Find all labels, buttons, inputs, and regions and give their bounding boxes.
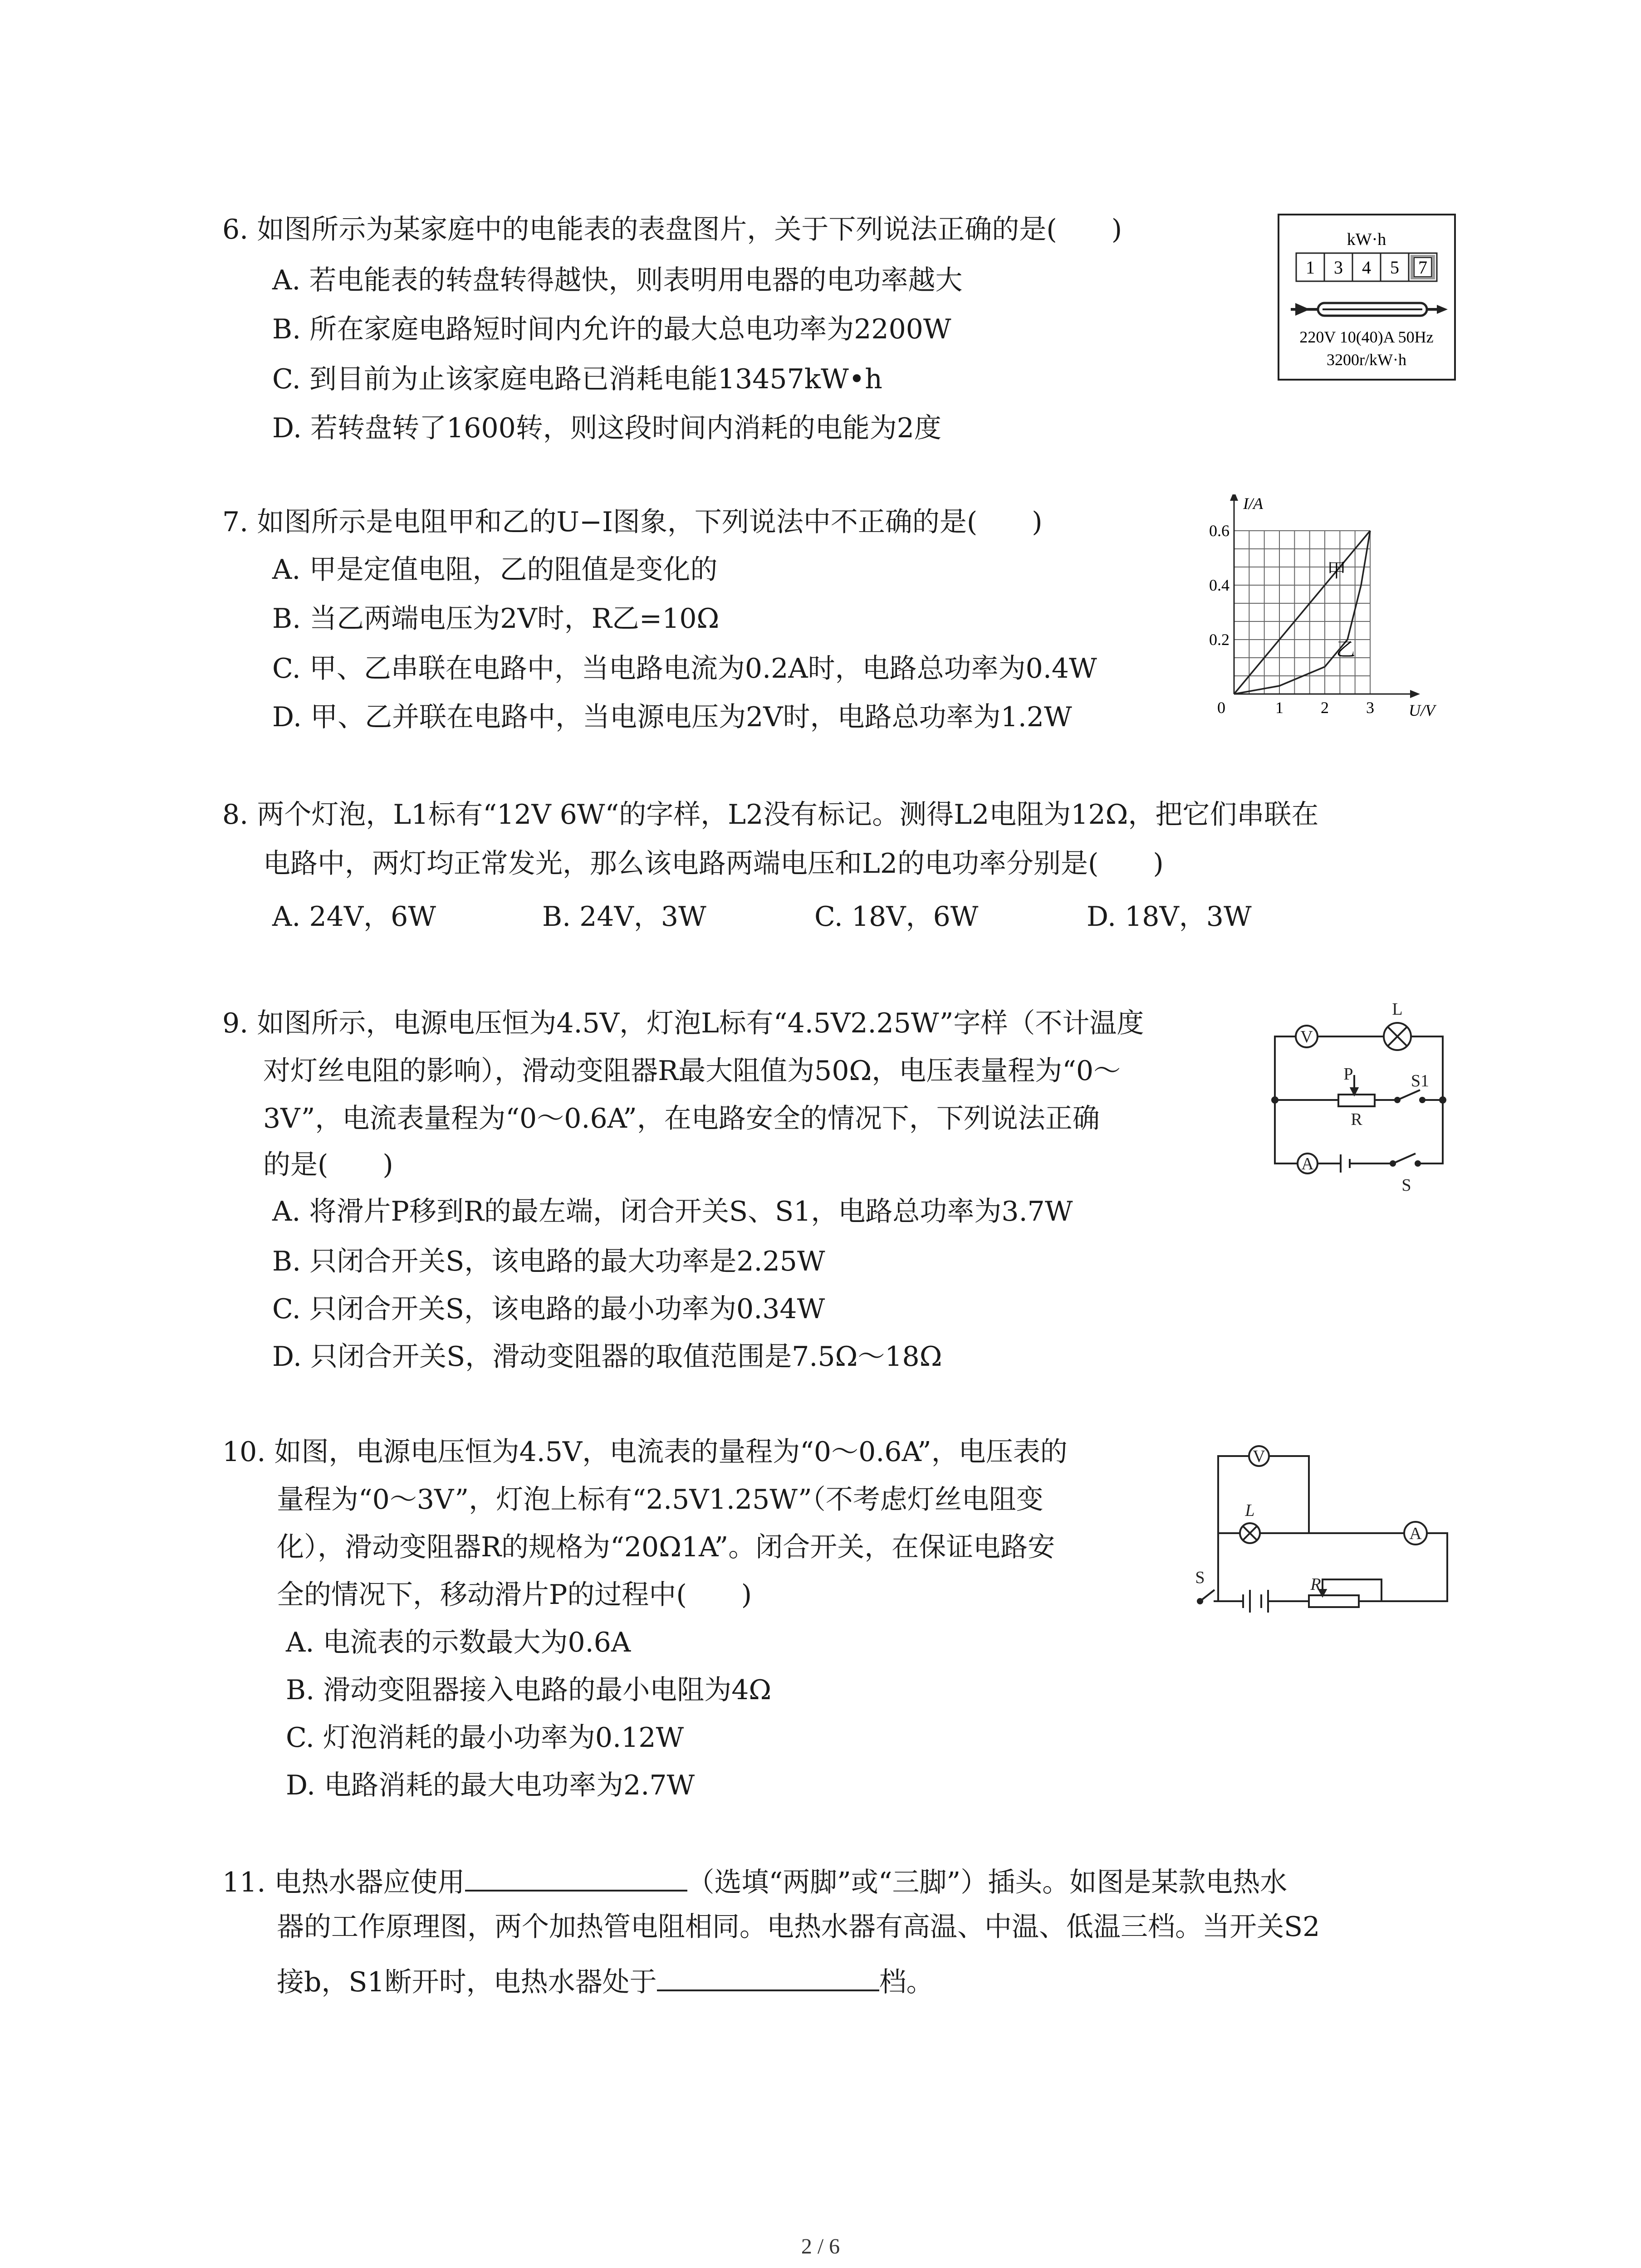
- ammeter-label: A: [1409, 1524, 1422, 1543]
- ammeter-label: A: [1301, 1154, 1314, 1173]
- q7-stem: 7. 如图所示是电阻甲和乙的U−I图象，下列说法中不正确的是( ): [222, 506, 1043, 538]
- q11-line-2: 器的工作原理图，两个加热管电阻相同。电热水器有高温、中温、低温三档。当开关S2: [277, 1911, 1320, 1943]
- q10-line-2: 量程为“0～3V”，灯泡上标有“2.5V1.25W”（不考虑灯丝电阻变: [277, 1484, 1043, 1515]
- q7-option-b: B. 当乙两端电压为2V时，R乙=10Ω: [272, 603, 720, 635]
- q10-line-1: 10. 如图，电源电压恒为4.5V，电流表的量程为“0～0.6A”，电压表的: [222, 1436, 1068, 1468]
- q9-circuit-diagram: [1261, 991, 1474, 1204]
- q9-option-a: A. 将滑片P移到R的最左端，闭合开关S、S1，电路总功率为3.7W: [272, 1196, 1073, 1227]
- q6-option-c: C. 到目前为止该家庭电路已消耗电能13457kW•h: [272, 363, 882, 395]
- q11-blank-2[interactable]: [657, 1963, 879, 1991]
- q10-option-d: D. 电路消耗的最大电功率为2.7W: [286, 1769, 695, 1801]
- q11-line-3-end: 档。: [879, 1966, 934, 1998]
- q6-option-a: A. 若电能表的转盘转得越快，则表明用电器的电功率越大: [272, 264, 963, 296]
- series-label-yi: 乙: [1336, 640, 1356, 660]
- q7-option-d: D. 甲、乙并联在电路中，当电源电压为2V时，电路总功率为1.2W: [272, 701, 1072, 733]
- series-line-jia: [1234, 531, 1370, 694]
- q9-line-3: 3V”，电流表量程为“0～0.6A”，在电路安全的情况下，下列说法正确: [263, 1103, 1100, 1134]
- q6-stem: 6. 如图所示为某家庭中的电能表的表盘图片，关于下列说法正确的是( ): [222, 214, 1122, 245]
- q10-circuit-diagram: [1186, 1420, 1468, 1624]
- q8-option-c: C. 18V，6W: [814, 901, 979, 933]
- y-axis-label: I/A: [1243, 494, 1263, 513]
- slider-label: P: [1343, 1065, 1353, 1084]
- q10-option-a: A. 电流表的示数最大为0.6A: [286, 1627, 631, 1658]
- u-i-chart: [1198, 494, 1461, 735]
- voltmeter-label: V: [1253, 1447, 1265, 1466]
- origin-label: 0: [1217, 699, 1225, 717]
- q11-blank-1[interactable]: [465, 1863, 687, 1892]
- meter-revolutions: 3200r/kW·h: [1327, 351, 1406, 369]
- y-tick-label: 0.6: [1209, 522, 1230, 540]
- q10-option-c: C. 灯泡消耗的最小功率为0.12W: [286, 1722, 684, 1754]
- page-number: 2 / 6: [801, 2234, 840, 2258]
- meter-digit: 1: [1306, 257, 1315, 278]
- voltmeter-label: V: [1300, 1027, 1313, 1046]
- q8-option-d: D. 18V，3W: [1087, 901, 1252, 933]
- y-tick-label: 0.2: [1209, 631, 1230, 649]
- q6-option-d: D. 若转盘转了1600转，则这段时间内消耗的电能为2度: [272, 412, 941, 444]
- rheostat-label: R: [1310, 1575, 1321, 1594]
- switch-s1-label: S1: [1411, 1071, 1430, 1090]
- q10-option-b: B. 滑动变阻器接入电路的最小电阻为4Ω: [286, 1674, 772, 1706]
- y-tick-label: 0.4: [1209, 576, 1230, 594]
- q8-option-b: B. 24V，3W: [542, 901, 706, 933]
- q11-line-1: [222, 1863, 1287, 1899]
- q7-option-a: A. 甲是定值电阻，乙的阻值是变化的: [272, 554, 718, 586]
- rheostat-label: R: [1351, 1110, 1362, 1129]
- x-axis-arrow: [1410, 690, 1420, 698]
- x-axis-label: U/V: [1409, 701, 1435, 719]
- q10-line-3: 化），滑动变阻器R的规格为“20Ω1A”。闭合开关，在保证电路安: [277, 1531, 1055, 1563]
- q10-line-4: 全的情况下，移动滑片P的过程中( ): [277, 1579, 752, 1611]
- meter-unit: kW·h: [1347, 230, 1386, 249]
- q9-line-1: 9. 如图所示，电源电压恒为4.5V，灯泡L标有“4.5V2.25W”字样（不计温度: [222, 1007, 1144, 1039]
- q11-line-1-end: （选填“两脚”或“三脚”）插头。如图是某款电热水: [687, 1867, 1288, 1898]
- meter-digits: [1296, 253, 1437, 281]
- q9-line-2: 对灯丝电阻的影响），滑动变阻器R最大阻值为50Ω，电压表量程为“0～: [263, 1055, 1121, 1087]
- switch-s-label: S: [1401, 1176, 1411, 1195]
- q11-line-3: [277, 1963, 934, 1999]
- meter-digit: 3: [1334, 257, 1343, 278]
- q9-option-d: D. 只闭合开关S，滑动变阻器的取值范围是7.5Ω～18Ω: [272, 1341, 942, 1373]
- series-label-jia: 甲: [1327, 561, 1347, 582]
- q7-option-c: C. 甲、乙串联在电路中，当电路电流为0.2A时，电路总功率为0.4W: [272, 653, 1097, 684]
- meter-digit: 7: [1418, 257, 1427, 278]
- q9-option-c: C. 只闭合开关S，该电路的最小功率为0.34W: [272, 1293, 825, 1325]
- q8-option-a: A. 24V，6W: [272, 901, 436, 933]
- q9-line-4: 的是( ): [263, 1149, 393, 1181]
- lamp-label: L: [1392, 1000, 1403, 1019]
- x-tick-label: 1: [1275, 699, 1283, 717]
- y-axis-arrow: [1230, 494, 1238, 501]
- switch-label: S: [1195, 1568, 1205, 1587]
- meter-digit: 5: [1390, 257, 1399, 278]
- q8-line-1: 8. 两个灯泡，L1标有“12V 6W“的字样，L2没有标记。测得L2电阻为12Ω，把它们串联在: [222, 799, 1319, 831]
- meter-digit: 4: [1362, 257, 1371, 278]
- lamp-label: L: [1245, 1501, 1255, 1520]
- x-tick-label: 2: [1321, 699, 1329, 717]
- x-tick-label: 3: [1366, 699, 1374, 717]
- q9-option-b: B. 只闭合开关S，该电路的最大功率是2.25W: [272, 1246, 825, 1277]
- q11-line-1-start: 11. 电热水器应使用: [222, 1867, 465, 1898]
- q8-line-2: 电路中，两灯均正常发光，那么该电路两端电压和L2的电功率分别是( ): [263, 848, 1164, 880]
- electric-meter-figure: [1277, 213, 1456, 381]
- q6-option-b: B. 所在家庭电路短时间内允许的最大总电功率为2200W: [272, 313, 951, 345]
- q11-line-3-start: 接b，S1断开时，电热水器处于: [277, 1966, 657, 1998]
- meter-spec: 220V 10(40)A 50Hz: [1299, 328, 1434, 346]
